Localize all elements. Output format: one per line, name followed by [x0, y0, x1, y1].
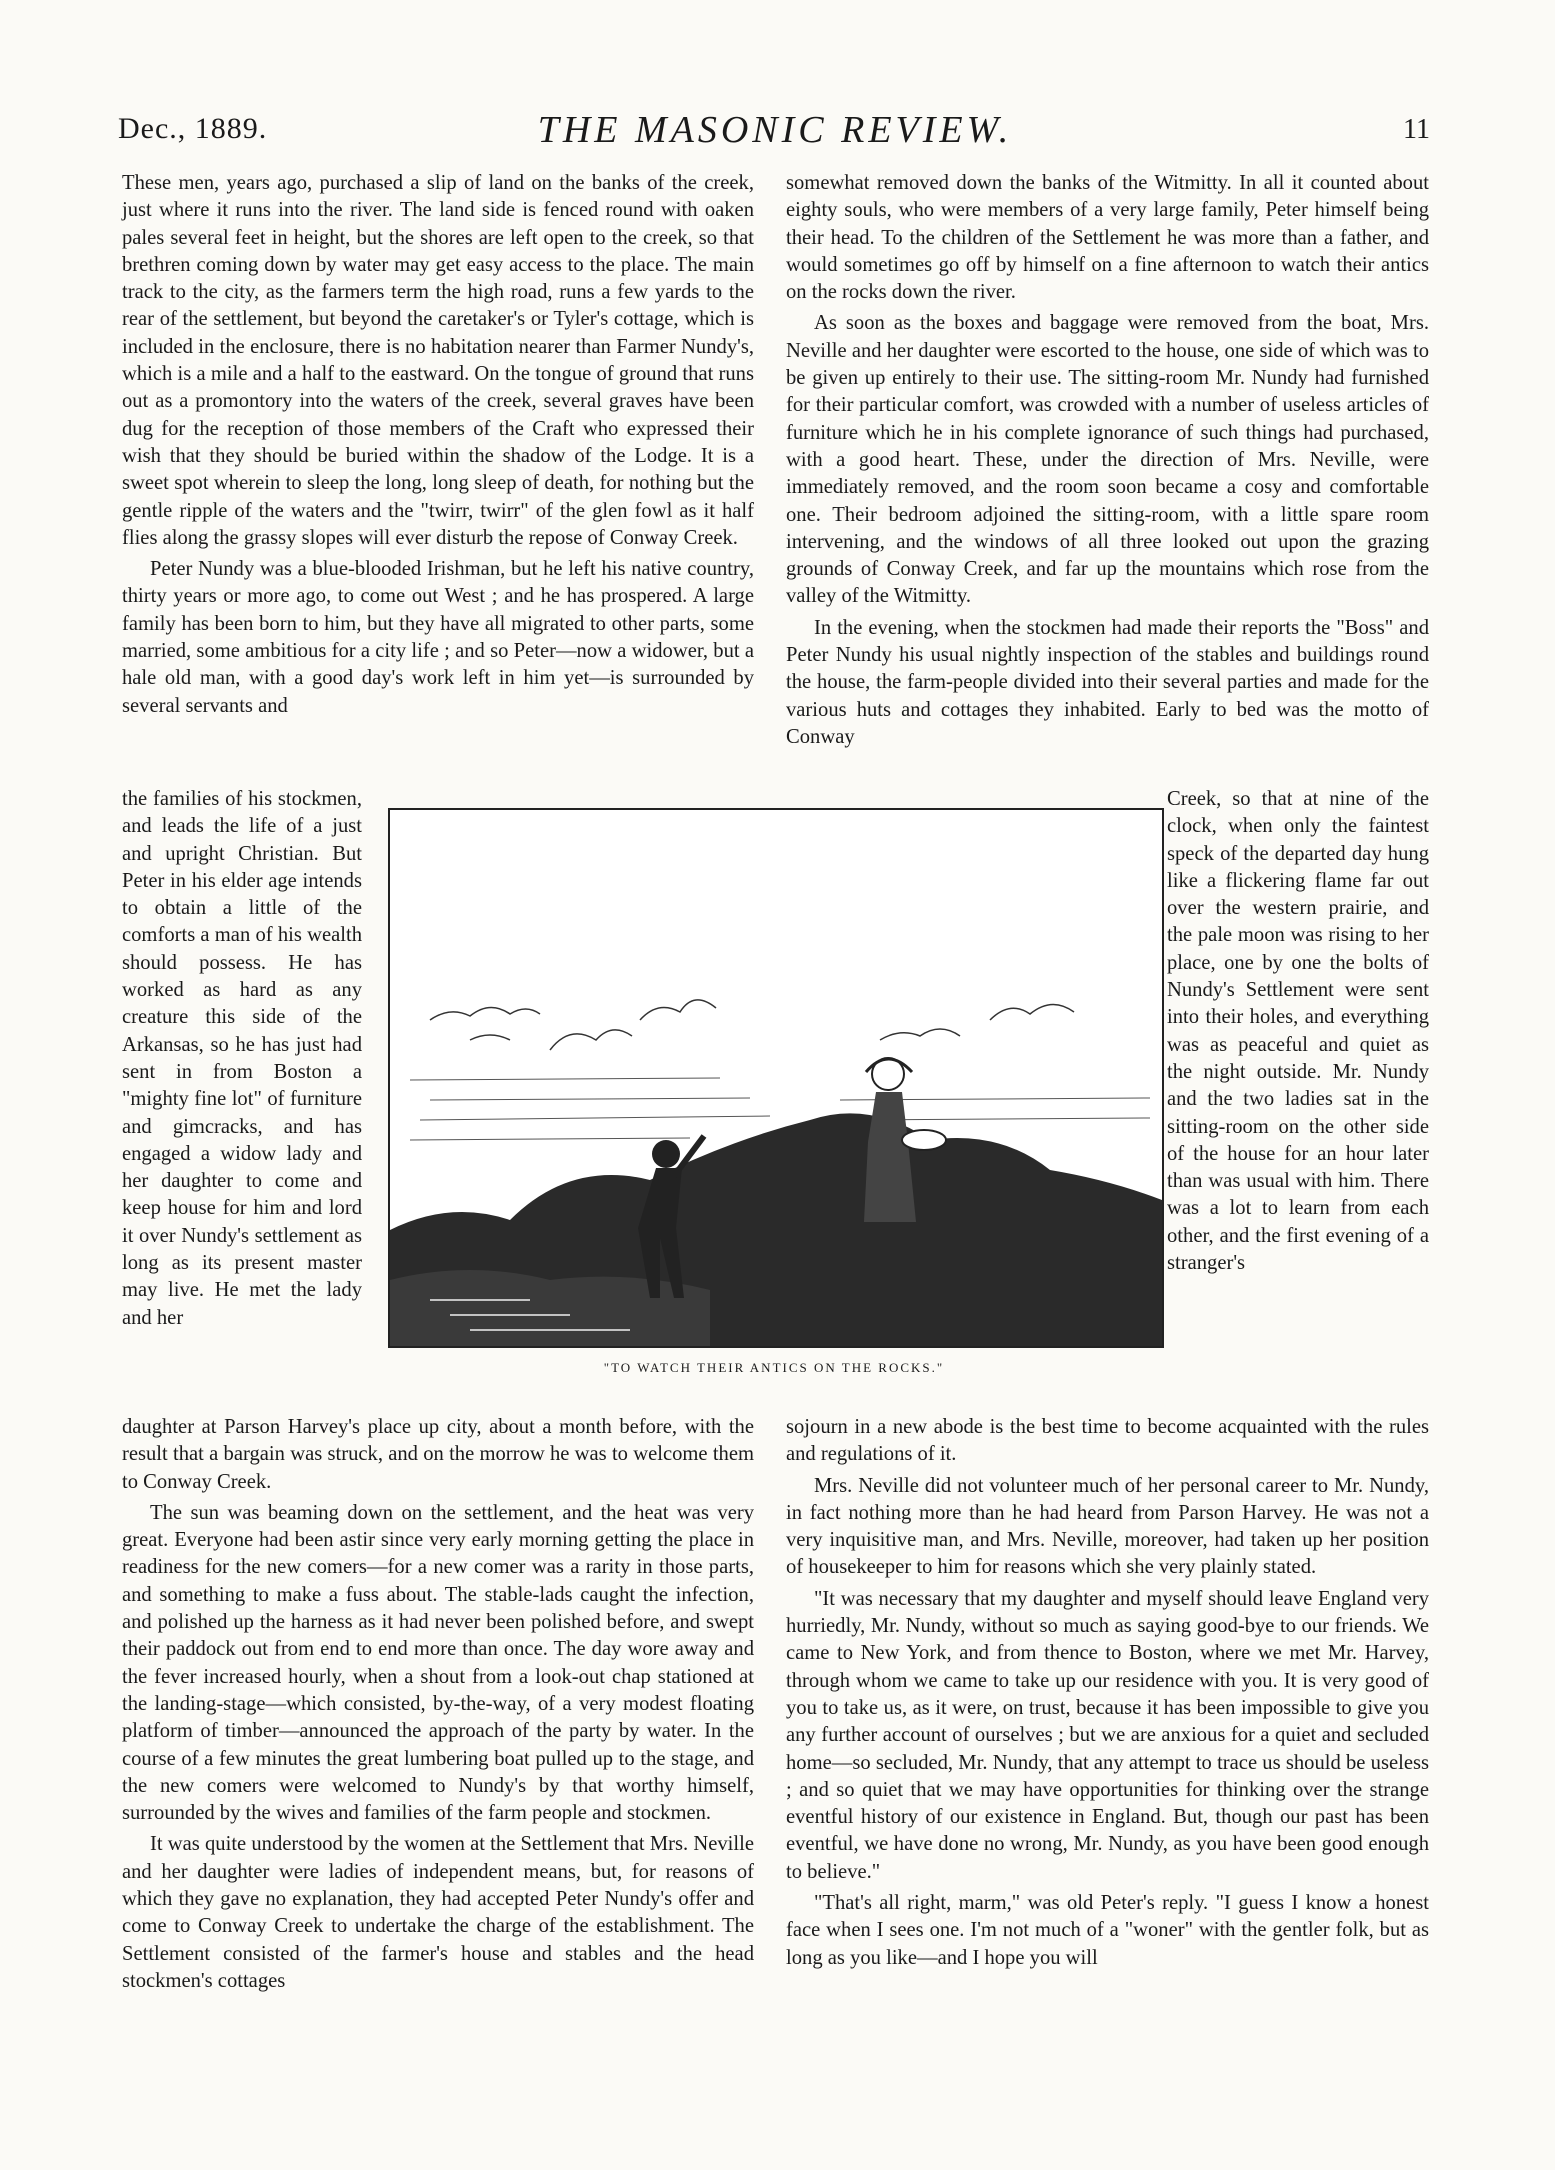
children-on-rocks-drawing [390, 810, 1162, 1346]
issue-date: Dec., 1889. [118, 112, 268, 145]
paragraph: As soon as the boxes and baggage were removed from the boat, Mrs. Neville and her daughter were escorted to the house, one side of which was to be given up entirely to their use. The sitting-room Mr. Nundy had furnished for their particular comfort, was crowded with a number of useless articles of furniture which he in his complete ignorance of such things had purchased, with a good heart. These, under the direction of Mrs. Neville, were immediately removed, and the room soon became a cosy and comfortable one. Their bedroom adjoined the sitting-room, with a little spare room intervening, and the windows of all three looked out upon the grazing grounds of Conway Creek, and far up the mountains which rose from the valley of the Witmitty. [786, 312, 1429, 608]
paragraph: "That's all right, marm," was old Peter's reply. "I guess I know a honest face when I sees one. I'm not much of a "woner" with the gentler folk, but as long as you like—and I hope you will [786, 1892, 1429, 1969]
page-number: 11 [1403, 114, 1430, 145]
illustration-caption: "TO WATCH THEIR ANTICS ON THE ROCKS." [603, 1360, 945, 1375]
paragraph: somewhat removed down the banks of the Witmitty. In all it counted about eighty souls, who were members of a very large family, Peter himself being their head. To the children of the Settlement he was more than a father, and would sometimes go off by himself on a fine afternoon to watch their antics on the rocks down the river. [786, 172, 1429, 304]
right-column-top [786, 170, 1429, 751]
left-wrap-text: the families of his stockmen, and leads the life of a just and upright Christian. But Peter in his elder age intends to obtain a little of the comforts a man of his wealth should possess. He has worked as hard as any creature this side of the Arkansas, so he has just had sent in from Boston a "mighty fine lot" of furniture and gimcracks, and has engaged a widow lady and her daughter to come and keep house for him and lord it over Nundy's settlement as long as its present master may live. He met the lady and her [122, 788, 362, 1329]
right-wrap-text: Creek, so that at nine of the clock, when only the faintest speck of the departed day hung like a flickering flame far out over the western prairie, and the pale moon was rising to her place, one by one the bolts of Nundy's Settlement were sent into their holes, and everything was as peaceful and quiet as the night outside. Mr. Nundy and the two ladies sat in the sitting-room on the other side of the house for an hour later than was usual with him. There was a lot to learn from each other, and the first evening of a stranger's [1167, 788, 1429, 1275]
paragraph: "It was necessary that my daughter and myself should leave England very hurriedly, Mr. Nundy, without so much as saying good-bye to our friends. We came to New York, and from thence to Boston, where we met Mr. Harvey, through whom we came to take up our residence with you. It is very good of you to take us, as it were, on trust, because it has been impossible to give you any further account of ourselves ; but we are anxious for a quiet and secluded home—so secluded, Mr. Nundy, that any attempt to trace us should be useless ; and so quiet that we may have opportunities for thinking over the strange eventful history of our existence in England. But, though our past has been eventful, we have done no wrong, Mr. Nundy, as you have been good enough to believe." [786, 1587, 1429, 1883]
paragraph: Mrs. Neville did not volunteer much of her personal career to Mr. Nundy, in fact nothing more than he had heard from Parson Harvey. He was not a very inquisitive man, and Mrs. Neville, moreover, had taken up her position of housekeeper to him for reasons which she very plainly stated. [786, 1474, 1429, 1579]
paragraph: It was quite understood by the women at the Settlement that Mrs. Neville and her daughter were ladies of independent means, but, for reasons of which they gave no explanation, they had accepted Peter Nundy's offer and come to Conway Creek to undertake the charge of the establishment. The Settlement consisted of the farmer's house and stables and the head stockmen's cottages [122, 1833, 754, 1992]
left-column-top [122, 170, 754, 720]
journal-title: THE MASONIC REVIEW. [537, 109, 1013, 151]
left-column-bottom [122, 1414, 754, 1995]
right-column-bottom [786, 1414, 1429, 1972]
paragraph: sojourn in a new abode is the best time to become acquainted with the rules and regulations of it. [786, 1416, 1429, 1466]
paragraph: These men, years ago, purchased a slip of land on the banks of the creek, just where it runs into the river. The land side is fenced round with oaken pales several feet in height, but the shores are left open to the creek, so that brethren coming down by water may get easy access to the place. The main track to the city, as the farmers term the high road, runs a few yards to the rear of the settlement, but beyond the caretaker's or Tyler's cottage, which is included in the enclosure, there is no habitation nearer than Farmer Nundy's, which is a mile and a half to the eastward. On the tongue of ground that runs out as a promontory into the waters of the creek, several graves have been dug for the reception of those members of the Craft who expressed their wish that they should be buried within the shadow of the Lodge. It is a sweet spot wherein to sleep the long, long sleep of death, for nothing but the gentle ripple of the waters and the "twirr, twirr" of the glen fowl as it half flies along the grassy slopes will ever disturb the repose of Conway Creek. [122, 172, 754, 549]
page-header [110, 108, 1440, 151]
paragraph: Peter Nundy was a blue-blooded Irishman, but he left his native country, thirty years or more ago, to come out West ; and he has prospered. A large family has been born to him, but they have all migrated to other parts, some married, some ambitious for a city life ; and so Peter—now a widower, but a hale old man, with a good day's work left in him yet—is surrounded by several servants and [122, 558, 754, 717]
paragraph: daughter at Parson Harvey's place up city, about a month before, with the result that a bargain was struck, and on the morrow he was to welcome them to Conway Creek. [122, 1416, 754, 1493]
paragraph: The sun was beaming down on the settlement, and the heat was very great. Everyone had been astir since very early morning getting the place in readiness for the new comers—for a new comer was a rarity in those parts, and something to make a fuss about. The stable-lads caught the infection, and polished up the harness as it had never been polished before, and swept their paddock out from end to end more than once. The day wore away and the fever increased hourly, when a shout from a look-out chap stationed at the landing-stage—which consisted, by-the-way, of a very modest floating platform of timber—announced the approach of the party by water. In the course of a few minutes the great lumbering boat pulled up to the stage, and the new comers were welcomed to Nundy's by that worthy himself, surrounded by the wives and families of the farm people and stockmen. [122, 1501, 754, 1825]
illustration [388, 808, 1164, 1348]
paragraph: In the evening, when the stockmen had made their reports the "Boss" and Peter Nundy his usual nightly inspection of the stables and buildings round the house, the farm-people divided into their several parties and made for the various huts and cottages they inhabited. Early to bed was the motto of Conway [786, 616, 1429, 748]
